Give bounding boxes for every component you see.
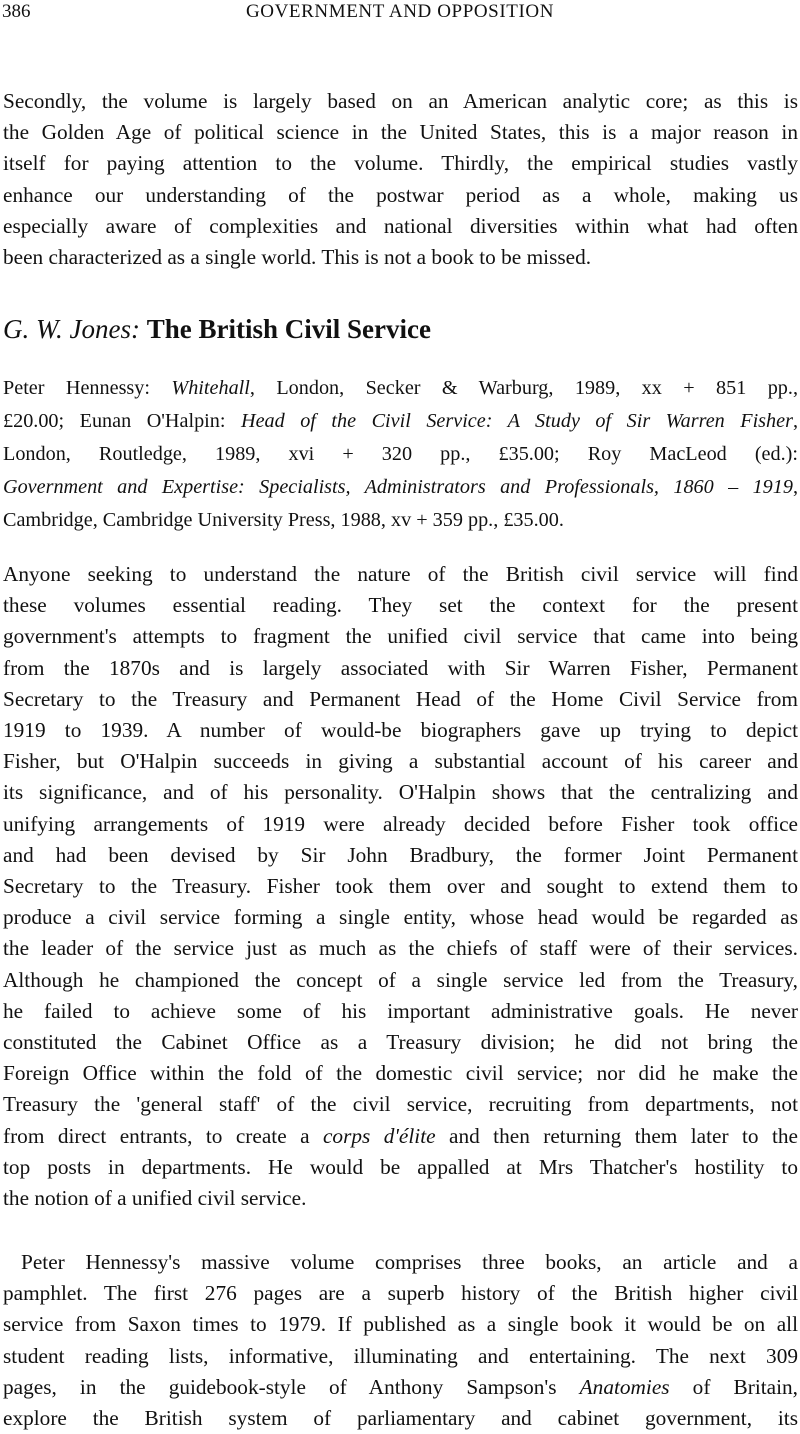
biblio-line: London, Routledge, 1989, xvi + 320 pp., £35.00; Roy MacLeod (ed.): [3,443,798,465]
text-line: explore the British system of parliamentary and cabinet government, its [3,1406,798,1431]
text-line: these volumes essential reading. They set the context for the present [3,593,798,618]
text-line: Secondly, the volume is largely based on an American analytic core; as this is [3,89,798,113]
intro-paragraph [3,86,798,273]
text-line: student reading lists, informative, illuminating and entertaining. The next 309 [3,1343,798,1368]
biblio-text: , [792,410,798,432]
text-line: Fisher, but O'Halpin succeeds in giving a substantial account of his career and [3,749,798,774]
text-line: Treasury the 'general staff' of the civil service, recruiting from departments, not [3,1092,798,1117]
text-line [3,1372,798,1403]
book-title: Government and Expertise: Specialists, Administrators and Professionals, 1860 – 1919 [3,476,793,498]
text-line: constituted the Cabinet Office as a Treasury division; he did not bring the [3,1030,798,1055]
body-paragraph-1 [3,559,798,1214]
book-title: Whitehall [171,377,250,399]
text-line [3,1121,798,1152]
page-number: 386 [2,1,31,22]
review-author: G. W. Jones: [3,314,140,344]
text-line: been characterized as a single world. This is not a book to be missed. [3,245,592,270]
biblio-line [3,471,798,504]
bibliography [3,372,798,537]
text-line: from the 1870s and is largely associated with Sir Warren Fisher, Permanent [3,655,798,680]
journal-title: GOVERNMENT AND OPPOSITION [245,1,555,22]
text-line: Although he championed the concept of a single service led from the Treasury, [3,967,798,992]
biblio-text: , London, Secker & Warburg, 1989, xx + 851 pp., [249,377,798,399]
text-line: government's attempts to fragment the unified civil service that came into being [3,624,798,649]
text-line: the leader of the service just as much as the chiefs of staff were of their services. [3,936,798,961]
text-line: produce a civil service forming a single entity, whose head would be regarded as [3,905,798,930]
review-title: The British Civil Service [146,314,431,344]
text-line: unifying arrangements of 1919 were already decided before Fisher took office [3,811,798,836]
text-line: and had been devised by Sir John Bradbury, the former Joint Permanent [3,842,798,867]
running-head [0,0,800,26]
text-line: especially aware of complexities and national diversities within what had often [3,213,798,238]
text-line: the notion of a unified civil service. [3,1186,307,1211]
text-line: Peter Hennessy's massive volume comprises three books, an article and a [21,1250,798,1274]
text-line: Foreign Office within the fold of the domestic civil service; nor did he make the [3,1061,798,1086]
biblio-text: £20.00; Eunan O'Halpin: [3,410,241,432]
text-run: of Britain, [669,1374,798,1399]
text-run: and then returning them later to the [435,1123,799,1148]
text-line: pamphlet. The first 276 pages are a superb history of the British higher civil [3,1281,798,1306]
italic-term: Anatomies [579,1374,670,1399]
text-line: he failed to achieve some of his important administrative goals. He never [3,998,798,1023]
body-paragraph-2 [3,1247,798,1434]
text-line: Secretary to the Treasury and Permanent Head of the Home Civil Service from [3,686,798,711]
review-heading [3,312,798,346]
text-line: top posts in departments. He would be appalled at Mrs Thatcher's hostility to [3,1154,798,1179]
text-line: its significance, and of his personality. O'Halpin shows that the centralizing and [3,780,798,805]
text-run: from direct entrants, to create a [3,1123,323,1148]
biblio-line [3,405,798,438]
text-line: enhance our understanding of the postwar period as a whole, making us [3,182,798,207]
biblio-text: Peter Hennessy: [3,377,172,399]
italic-term: corps d'élite [322,1123,436,1148]
text-line: itself for paying attention to the volume. Thirdly, the empirical studies vastly [3,151,798,176]
text-line: Secretary to the Treasury. Fisher took them over and sought to extend them to [3,874,798,899]
text-line: Anyone seeking to understand the nature of the British civil service will find [3,562,798,586]
text-run: pages, in the guidebook-style of Anthony Sampson's [3,1374,580,1399]
biblio-text: , [792,476,798,498]
text-line: service from Saxon times to 1979. If published as a single book it would be on all [3,1312,798,1337]
book-title: Head of the Civil Service: A Study of Sir Warren Fisher [240,410,793,432]
biblio-line: Cambridge, Cambridge University Press, 1988, xv + 359 pp., £35.00. [3,509,564,531]
text-line: 1919 to 1939. A number of would-be biographers gave up trying to depict [3,718,798,743]
biblio-line [3,372,798,405]
text-line: the Golden Age of political science in the United States, this is a major reason in [3,120,798,145]
